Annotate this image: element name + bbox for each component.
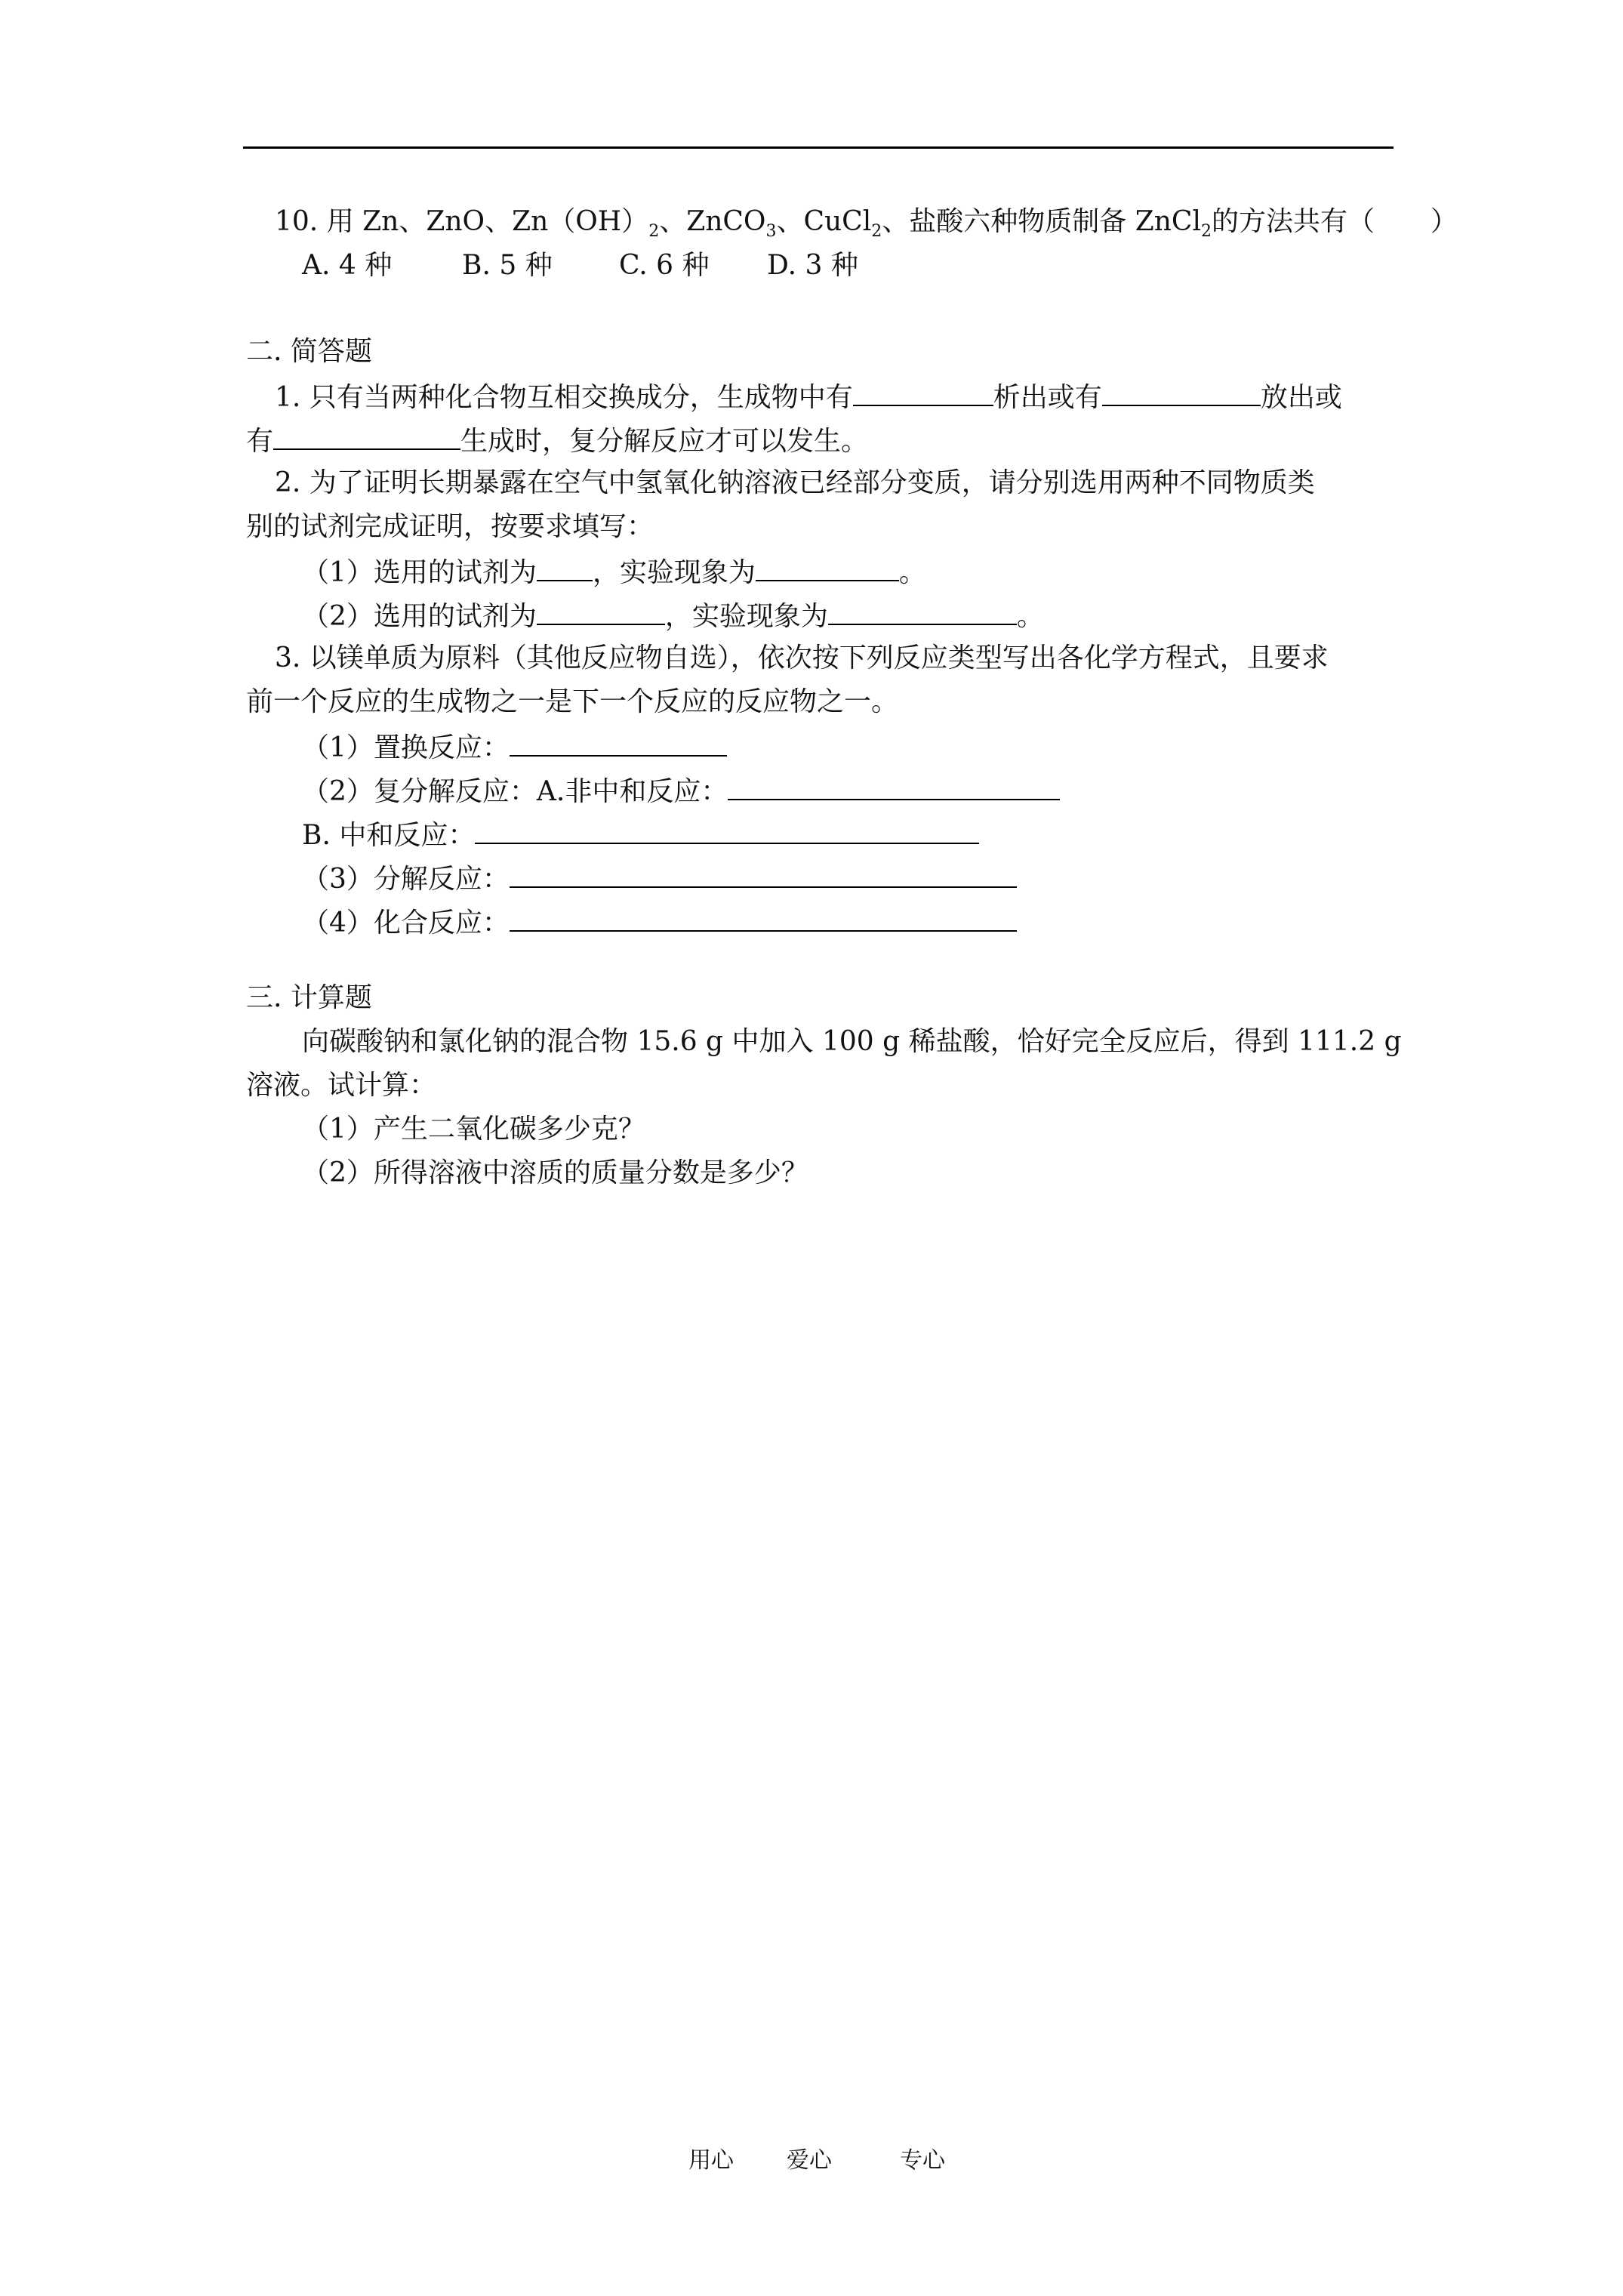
answer-blank[interactable]	[510, 729, 727, 757]
s2-q3-r2: （2）复分解反应：A.非中和反应：	[302, 773, 1060, 809]
s3-line2: 溶液。试计算：	[246, 1070, 437, 1101]
s2-q2-item1: （1）选用的试剂为 ，实验现象为 。	[302, 554, 926, 590]
answer-blank[interactable]	[728, 773, 1060, 800]
s2-q3-line1: 3. 以镁单质为原料（其他反应物自选），依次按下列反应类型写出各化学方程式，且要求	[275, 643, 1329, 673]
s2-q3-r1: （1）置换反应：	[302, 729, 727, 765]
option-b[interactable]: B. 5 种	[462, 250, 553, 281]
answer-blank[interactable]	[510, 905, 1017, 932]
option-c[interactable]: C. 6 种	[619, 250, 710, 281]
s3-item2: （2）所得溶液中溶质的质量分数是多少？	[302, 1157, 808, 1188]
option-a[interactable]: A. 4 种	[302, 250, 393, 281]
s2-q3-r3: （3）分解反应：	[302, 861, 1017, 896]
section-heading-calculation: 三. 计算题	[246, 982, 372, 1013]
answer-blank[interactable]	[537, 598, 665, 625]
s2-q3-r4: （4）化合反应：	[302, 905, 1017, 940]
s2-q3-r2b: B. 中和反应：	[302, 817, 979, 852]
footer-word: 专心	[900, 2147, 945, 2174]
s2-q1-line2: 有 生成时，复分解反应才可以发生。	[246, 423, 868, 458]
s2-q1-line1: 1. 只有当两种化合物互相交换成分，生成物中有 析出或有 放出或	[275, 379, 1342, 415]
answer-blank[interactable]	[537, 554, 593, 581]
answer-blank[interactable]	[853, 379, 993, 406]
answer-blank[interactable]	[756, 554, 899, 581]
s2-q2-line1: 2. 为了证明长期暴露在空气中氢氧化钠溶液已经部分变质，请分别选用两种不同物质类	[275, 467, 1315, 498]
answer-blank[interactable]	[475, 817, 979, 844]
answer-blank[interactable]	[273, 423, 460, 450]
header-rule	[243, 146, 1394, 149]
s2-q3-line2: 前一个反应的生成物之一是下一个反应的反应物之一。	[246, 686, 899, 717]
answer-blank[interactable]	[510, 861, 1017, 888]
s3-line1: 向碳酸钠和氯化钠的混合物 15.6 g 中加入 100 g 稀盐酸，恰好完全反应后，得到 111.2 g	[302, 1026, 1402, 1057]
footer-word: 爱心	[787, 2147, 832, 2174]
q10-options	[302, 249, 858, 282]
s2-q2-line2: 别的试剂完成证明，按要求填写：	[246, 511, 654, 542]
s3-item1: （1）产生二氧化碳多少克？	[302, 1114, 645, 1145]
s2-q2-item2: （2）选用的试剂为 ，实验现象为 。	[302, 598, 1044, 633]
section-heading-short-answer: 二. 简答题	[246, 336, 372, 367]
q10-stem: 10. 用 Zn、ZnO、$Zn(OH)_2$、ZnCO$_3$、CuCl$_2$、盐酸六种物质制备 ZnCl$_2$的方法共有（ ）	[275, 206, 1458, 241]
option-d[interactable]: D. 3 种	[767, 250, 858, 281]
answer-blank[interactable]	[828, 598, 1017, 625]
footer-word: 用心	[688, 2147, 734, 2174]
answer-blank[interactable]	[1102, 379, 1261, 406]
